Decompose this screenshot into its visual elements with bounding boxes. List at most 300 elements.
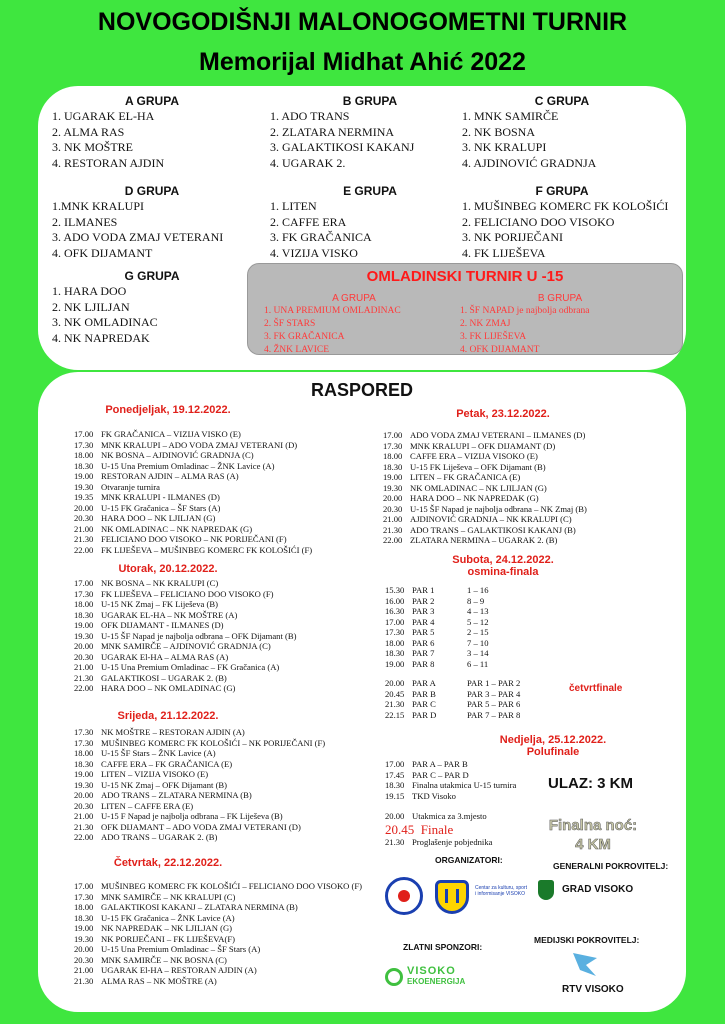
group-f [462, 184, 668, 261]
schedule-line [74, 524, 312, 535]
schedule-line [74, 811, 325, 822]
schedule-line [383, 441, 587, 452]
schedule-line [383, 462, 587, 473]
time: 22.15 [385, 709, 405, 720]
match: Otvaranje turnira [101, 481, 160, 492]
schedule-line [74, 503, 312, 514]
time: 20.30 [74, 513, 94, 523]
youth-team: 2. ŠF STARS [264, 319, 316, 329]
time: 17.00 [74, 429, 94, 439]
match: ADO TRANS – ZLATARA NERMINA (B) [101, 790, 252, 800]
match: MNK SAMIRČE – NK BOSNA (C) [101, 954, 227, 965]
schedule-line [74, 673, 296, 684]
pairing: PAR 5 – PAR 6 [467, 699, 521, 709]
pairing: 7 – 10 [467, 637, 489, 648]
schedule-line [74, 976, 362, 987]
match: UGARAK El-HA – ALMA RAS (A) [101, 651, 229, 662]
time: 18.30 [385, 648, 405, 658]
time: 18.30 [383, 461, 403, 472]
match: UGARAK EL-HA – NK MOŠTRE (A) [101, 609, 238, 620]
match: FELICIANO DOO VISOKO – NK PORIJEČANI (F) [101, 534, 287, 544]
media-sponsor-label: MEDIJSKI POKROVITELJ: [534, 935, 640, 945]
match: UGARAK El-HA – RESTORAN AJDIN (A) [101, 965, 257, 975]
team: 3. NK MOŠTRE [52, 140, 134, 154]
group-d [52, 184, 252, 261]
time: 20.30 [74, 800, 94, 811]
team: 1. UGARAK EL-HA [52, 109, 155, 123]
round-name: osmina-finala [467, 566, 539, 578]
schedule-line [74, 913, 362, 924]
match: FK GRAČANICA – VIZIJA VISKO (E) [101, 429, 241, 439]
schedule-line [74, 902, 362, 913]
time: 18.00 [383, 451, 403, 461]
time: 17.30 [74, 588, 94, 599]
schedule-line [74, 492, 312, 503]
schedule-line [385, 780, 516, 791]
page-title: NOVOGODIŠNJI MALONOGOMETNI TURNIR [97, 8, 628, 36]
match-list [74, 881, 362, 986]
time: 17.30 [74, 727, 94, 737]
match: HARA DOO – NK LJILJAN (G) [101, 513, 216, 523]
final-night-label: Finalna noć: [548, 817, 638, 834]
match: MNK KRALUPI - ILMANES (D) [101, 492, 220, 502]
schedule-line [383, 514, 587, 525]
match: NK BOSNA – NK KRALUPI (C) [101, 578, 219, 588]
schedule-line [74, 801, 325, 812]
time: 20.00 [74, 790, 94, 800]
time: 18.00 [74, 450, 94, 460]
organizers-label: ORGANIZATORI: [435, 855, 503, 865]
time: 20.00 [74, 502, 94, 513]
time: 21.00 [74, 965, 94, 975]
time: 18.30 [74, 609, 94, 620]
match: OFK DIJAMANT – ADO VODA ZMAJ VETERANI (D) [101, 821, 301, 832]
youth-team: 2. NK ZMAJ [460, 319, 511, 329]
match: MUŠINBEG KOMERC FK KOLOŠIĆI – NK PORIJEČANI (F) [101, 737, 326, 748]
time: 18.30 [74, 460, 94, 471]
youth-team: 4. ŽNK LAVICE [264, 345, 330, 355]
match: GALAKTIKOSI KAKANJ – ZLATARA NERMINA (B) [101, 902, 298, 912]
match: NK NAPREDAK – NK LJILJAN (G) [101, 923, 233, 933]
final-night-price [538, 816, 648, 854]
schedule-line [74, 944, 362, 955]
schedule-title: RASPORED [310, 380, 413, 400]
pairing: 3 – 14 [467, 648, 489, 658]
match: U-15 FK Gračanica – ŽNK Lavice (A) [101, 912, 235, 923]
general-sponsor-name: GRAD VISOKO [562, 884, 634, 895]
schedule-line [74, 599, 296, 610]
schedule-line [383, 525, 587, 536]
match: HARA DOO – NK NAPREDAK (G) [410, 493, 539, 503]
ball-icon [398, 890, 410, 902]
schedule-line [74, 965, 362, 976]
team: 3. GALAKTIKOSI KAKANJ [270, 140, 415, 154]
organizer-logo-1 [385, 877, 423, 915]
pairing: 8 – 9 [467, 595, 485, 606]
round-name: Polufinale [526, 746, 580, 758]
time: 22.00 [74, 832, 94, 842]
match: U-15 ŠF Stars – ŽNK Lavice (A) [101, 748, 216, 758]
time: 20.00 [74, 641, 94, 651]
time: 18.30 [74, 758, 94, 769]
match: CAFFE ERA – FK GRAČANICA (E) [101, 758, 233, 769]
time: 19.00 [385, 658, 405, 669]
day-heading: Petak, 23.12.2022. [456, 408, 550, 420]
time: 19.30 [74, 779, 94, 790]
youth-title: OMLADINSKI TURNIR U -15 [366, 268, 564, 285]
schedule-line [74, 589, 296, 600]
team: 1. LITEN [270, 199, 317, 213]
time: 19.00 [74, 769, 94, 779]
time: 21.00 [74, 811, 94, 821]
group-c [462, 94, 662, 171]
pair-line [385, 699, 520, 710]
time: 17.45 [385, 769, 405, 780]
group-heading: E GRUPA [343, 184, 397, 198]
team: 4. FK LIJEŠEVA [462, 245, 546, 260]
pair-line [385, 627, 488, 638]
team: 3. NK KRALUPI [462, 140, 547, 154]
group-e [270, 184, 470, 261]
schedule-line [74, 769, 325, 780]
schedule-line [383, 430, 587, 441]
match-list [74, 578, 296, 694]
team: 4. NK NAPREDAK [52, 330, 150, 345]
time: 19.15 [385, 790, 405, 801]
time: 21.30 [74, 821, 94, 832]
time: 18.00 [74, 599, 94, 609]
schedule-line [74, 832, 325, 843]
team: 3. FK GRAČANICA [270, 230, 372, 244]
match: MNK KRALUPI – OFK DIJAMANT (D) [410, 440, 556, 451]
schedule-line [385, 837, 492, 848]
time: 22.00 [74, 683, 94, 693]
team: 3. NK PORIJEČANI [462, 230, 564, 244]
gold-sponsors-label: ZLATNI SPONZORI: [403, 942, 483, 952]
pair-name: PAR 7 [412, 648, 435, 658]
pair-line [385, 585, 488, 596]
schedule-line [383, 504, 587, 515]
time: 17.00 [385, 759, 405, 769]
youth-team: 3. FK GRAČANICA [264, 332, 345, 342]
time: 21.30 [74, 672, 94, 683]
pair-line [385, 678, 520, 689]
group-heading: A GRUPA [125, 94, 179, 108]
pair-name: PAR 6 [412, 637, 435, 648]
schedule-line [383, 472, 587, 483]
youth-team: 1. UNA PREMIUM OMLADINAC [264, 306, 401, 316]
match: NK OMLADINAC – NK NAPREDAK (G) [101, 523, 253, 534]
match: NK BOSNA – AJDINOVIĆ GRADNJA (C) [101, 450, 254, 460]
schedule-line [74, 440, 312, 451]
time: 20.45 [385, 688, 405, 699]
schedule-line [74, 727, 325, 738]
time: 20.00 [385, 811, 405, 821]
time: 17.00 [74, 578, 94, 588]
match: ADO TRANS – UGARAK 2. (B) [101, 832, 218, 842]
time: 19.00 [383, 472, 403, 482]
schedule-line [74, 748, 325, 759]
youth-team: 3. FK LIJEŠEVA [460, 332, 527, 342]
time: 18.30 [74, 912, 94, 923]
pair-name: PAR 1 [412, 585, 435, 595]
match: U-15 FK Gračanica – ŠF Stars (A) [101, 502, 221, 513]
pair-line [385, 710, 520, 721]
general-sponsor-label: GENERALNI POKROVITELJ: [553, 861, 669, 871]
pair-name: PAR B [412, 688, 436, 699]
match: ADO VODA ZMAJ VETERANI – ILMANES (D) [410, 430, 586, 440]
day-name: Nedjelja, 25.12.2022. [499, 734, 607, 746]
day-heading-sunday [453, 734, 653, 758]
time: 21.30 [74, 534, 94, 544]
time: 17.30 [385, 627, 405, 637]
day-heading: Srijeda, 21.12.2022. [117, 710, 219, 722]
pair-name: PAR 8 [412, 658, 435, 669]
match: ALMA RAS – NK MOŠTRE (A) [101, 975, 217, 986]
team: 3. NK OMLADINAC [52, 315, 158, 329]
day-heading: Četvrtak, 22.12.2022. [113, 857, 223, 869]
team: 3. ADO VODA ZMAJ VETERANI [52, 230, 224, 244]
group-heading: G GRUPA [124, 269, 180, 283]
match: LITEN – VIZIJA VISOKO (E) [101, 769, 209, 779]
team: 2. ALMA RAS [52, 124, 125, 139]
match: Utakmica za 3.mjesto [412, 811, 487, 821]
match: MNK SAMIRČE – AJDINOVIĆ GRADNJA (C) [101, 641, 271, 651]
schedule-line [383, 535, 587, 546]
schedule-panel [38, 372, 686, 1012]
entry-price: ULAZ: 3 KM [548, 775, 633, 792]
schedule-line [74, 955, 362, 966]
day-name: Subota, 24.12.2022. [452, 554, 554, 566]
time: 18.00 [74, 902, 94, 912]
time: 21.00 [74, 523, 94, 534]
schedule-line [74, 534, 312, 545]
time: 17.30 [74, 439, 94, 450]
group-b [270, 94, 470, 171]
team: 2. NK LJILJAN [52, 299, 130, 314]
schedule-line [383, 451, 587, 462]
match: U-15 Una Premium Omladinac – ŽNK Lavice (A) [101, 460, 275, 471]
team: 1. MNK SAMIRČE [462, 109, 559, 123]
match: CAFFE ERA – VIZIJA VISOKO (E) [410, 451, 538, 461]
match-list [74, 727, 325, 843]
schedule-line [74, 738, 325, 749]
schedule-line [383, 483, 587, 494]
pair-name: PAR 4 [412, 616, 435, 627]
match: Finalna utakmica U-15 turnira [412, 780, 517, 790]
team: 1. HARA DOO [52, 284, 127, 298]
schedule-line [74, 450, 312, 461]
team: 4. AJDINOVIĆ GRADNJA [462, 155, 597, 170]
match: U-15 Una Premium Omladinac – ŠF Stars (A) [101, 944, 261, 954]
pair-line [385, 596, 488, 607]
pair-name: PAR C [412, 699, 436, 709]
team: 4. UGARAK 2. [270, 155, 346, 170]
youth-team: 4. OFK DIJAMANT [460, 345, 540, 355]
organizer-logo-2 [435, 880, 469, 914]
pairing: 1 – 16 [467, 585, 489, 595]
pairing: PAR 7 – PAR 8 [467, 709, 521, 720]
group-heading: B GRUPA [342, 94, 398, 108]
schedule-line [74, 620, 296, 631]
schedule-line [74, 631, 296, 642]
schedule-line [74, 790, 325, 801]
match: NK OMLADINAC – NK LJILJAN (G) [410, 482, 547, 493]
schedule-line [74, 892, 362, 903]
pairing: 4 – 13 [467, 606, 489, 616]
match: HARA DOO – NK OMLADINAC (G) [101, 683, 236, 693]
time: 20.30 [383, 503, 403, 514]
match: AJDINOVIĆ GRADNJA – NK KRALUPI (C) [410, 514, 572, 524]
youth-team: 1. ŠF NAPAD je najbolja odbrana [460, 306, 590, 316]
time: 21.30 [385, 699, 405, 709]
match: LITEN – CAFFE ERA (E) [101, 800, 194, 811]
final-night-amount: 4 KM [575, 836, 611, 853]
youth-group-heading: A GRUPA [332, 293, 376, 304]
match: MUŠINBEG KOMERC FK KOLOŠIĆI – FELICIANO DOO VISOKO (F) [101, 881, 363, 891]
time: 17.30 [74, 891, 94, 902]
match: FK LIJEŠEVA – FELICIANO DOO VISOKO (F) [101, 588, 274, 599]
schedule-line [74, 482, 312, 493]
schedule-line [74, 429, 312, 440]
schedule-line [74, 545, 312, 556]
pair-name: PAR 5 [412, 627, 435, 637]
schedule-line [74, 662, 296, 673]
time: 21.30 [74, 975, 94, 986]
time: 19.00 [74, 923, 94, 933]
schedule-line [385, 770, 516, 781]
match: Proglašenje pobjednika [412, 836, 493, 847]
schedule-line [74, 610, 296, 621]
match: U-15 F Napad je najbolja odbrana – FK Liješeva (B) [101, 811, 283, 821]
time: 17.00 [385, 616, 405, 627]
time: 19.00 [74, 620, 94, 630]
time: 19.30 [74, 481, 94, 492]
time: 17.00 [383, 430, 403, 440]
schedule-line [74, 641, 296, 652]
team: 4. VIZIJA VISKO [270, 245, 358, 260]
team: 2. NK BOSNA [462, 124, 536, 139]
gold-sponsor-logo [385, 965, 510, 991]
pairing: PAR 3 – PAR 4 [467, 688, 521, 699]
match: PAR C – PAR D [412, 769, 469, 780]
round-of-16-list [385, 585, 488, 669]
time: 18.00 [385, 637, 405, 648]
city-crest-icon [538, 880, 554, 900]
schedule-line [383, 493, 587, 504]
group-heading: D GRUPA [124, 184, 180, 198]
time: 21.30 [385, 836, 405, 847]
match: OFK DIJAMANT - ILMANES (D) [101, 620, 224, 630]
match-list [383, 430, 587, 546]
pairing: 5 – 12 [467, 616, 489, 627]
time: 20.30 [74, 651, 94, 662]
match: LITEN – FK GRAČANICA (E) [410, 472, 521, 482]
team: 2. CAFFE ERA [270, 214, 347, 229]
match: ZLATARA NERMINA – UGARAK 2. (B) [410, 535, 558, 545]
schedule-line [74, 683, 296, 694]
match: RESTORAN AJDIN – ALMA RAS (A) [101, 471, 239, 481]
time: 20.30 [74, 954, 94, 965]
youth-group-a [264, 292, 444, 357]
schedule-line [385, 811, 492, 822]
group-g [52, 269, 252, 346]
schedule-line [385, 791, 516, 802]
quarterfinal-label: četvrtfinale [569, 683, 623, 694]
match: U-15 ŠF Napad je najbolja odbrana – NK Zmaj (B) [410, 503, 587, 514]
match: TKD Visoko [412, 790, 456, 801]
match: U-15 FK Liješeva – OFK Dijamant (B) [410, 461, 546, 472]
pair-name: PAR 3 [412, 606, 435, 616]
match: U-15 NK Zmaj – FK Liješeva (B) [101, 599, 218, 609]
final-line [385, 822, 492, 837]
time: 20.00 [385, 678, 405, 688]
group-heading: C GRUPA [534, 94, 590, 108]
time: 20.00 [74, 944, 94, 954]
time: 17.30 [383, 440, 403, 451]
semifinal-list [385, 759, 516, 801]
time: 20.45 [385, 821, 415, 837]
pairing: 6 – 11 [467, 658, 489, 669]
quarterfinal-list [385, 678, 520, 720]
page-subtitle: Memorijal Midhat Ahić 2022 [199, 48, 526, 76]
match: U-15 NK Zmaj – OFK Dijamant (B) [101, 779, 228, 790]
match: Finale [420, 821, 454, 837]
gold-sponsor-sub: EKOENERGIJA [407, 977, 466, 986]
schedule-line [74, 652, 296, 663]
groups-panel [38, 86, 686, 370]
match: U-15 ŠF Napad je najbolja odbrana – OFK Dijamant (B) [101, 630, 297, 641]
pair-line [385, 638, 488, 649]
team: 4. OFK DIJAMANT [52, 245, 153, 260]
pair-line [385, 689, 520, 700]
youth-tournament-box [247, 263, 683, 355]
match-list [74, 429, 312, 555]
time: 19.30 [383, 482, 403, 493]
schedule-line [74, 923, 362, 934]
pair-name: PAR 2 [412, 595, 435, 606]
time: 18.00 [74, 748, 94, 758]
team: 2. ILMANES [52, 214, 118, 229]
match: GALAKTIKOSI – UGARAK 2. (B) [101, 672, 227, 683]
match: MNK SAMIRČE – NK KRALUPI (C) [101, 891, 236, 902]
match: FK LIJEŠEVA – MUŠINBEG KOMERC FK KOLOŠIĆI (F) [101, 544, 313, 555]
time: 19.30 [74, 630, 94, 641]
team: 2. FELICIANO DOO VISOKO [462, 214, 615, 229]
pair-name: PAR D [412, 709, 437, 720]
pair-line [385, 617, 488, 628]
day-heading: Ponedjeljak, 19.12.2022. [105, 404, 231, 416]
team: 1.MNK KRALUPI [52, 199, 145, 213]
finals-list [385, 811, 492, 847]
group-a [52, 94, 252, 171]
time: 21.00 [74, 662, 94, 672]
pair-line [385, 648, 488, 659]
team: 2. ZLATARA NERMINA [270, 124, 395, 139]
schedule-line [74, 822, 325, 833]
pair-line [385, 659, 488, 670]
time: 22.00 [74, 544, 94, 555]
pair-name: PAR A [412, 678, 436, 688]
day-heading: Utorak, 20.12.2022. [118, 563, 218, 575]
time: 16.00 [385, 595, 405, 606]
time: 20.00 [383, 493, 403, 503]
pairing: 2 – 15 [467, 627, 489, 637]
pair-line [385, 606, 488, 617]
schedule-line [74, 881, 362, 892]
team: 1. ADO TRANS [270, 109, 350, 123]
time: 19.30 [74, 933, 94, 944]
